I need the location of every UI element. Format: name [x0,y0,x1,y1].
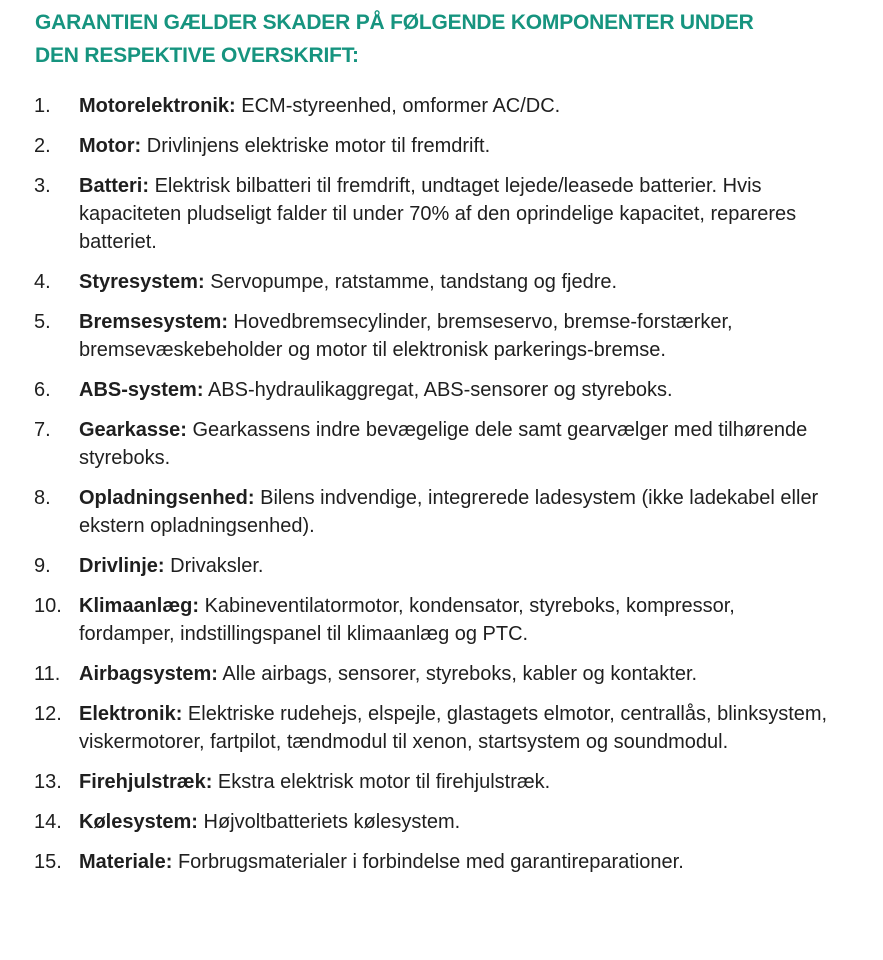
item-text [79,592,834,648]
list-item [34,376,834,404]
item-description: Gearkassens indre bevægelige dele samt gearvælger med tilhørende styreboks. [79,419,808,469]
item-number: 1. [34,95,51,117]
item-description: Drivaksler. [170,555,264,577]
item-text [79,92,834,120]
list-item [34,768,834,796]
item-number: 6. [34,379,51,401]
item-term: Opladningsenhed: [79,487,255,509]
item-text [79,268,834,296]
item-text [79,660,834,688]
item-description: Kabineventilatormotor, kondensator, styreboks, kompressor, fordamper, indstillingspanel til klimaanlæg og PTC. [79,595,735,645]
item-description: Elektrisk bilbatteri til fremdrift, undtaget lejede/leasede batterier. Hvis kapaciteten pludseligt falder til under 70% af den oprindelige kapacitet, repareres batteriet. [79,175,797,253]
item-number: 13. [34,771,62,793]
list-item [34,132,834,160]
item-number: 4. [34,271,51,293]
item-number: 7. [34,419,51,441]
component-list [34,92,834,888]
item-text [79,308,834,364]
list-item [34,484,834,540]
item-description: Forbrugsmaterialer i forbindelse med garantireparationer. [177,851,684,873]
list-item [34,92,834,120]
item-number: 2. [34,135,51,157]
item-text [79,808,834,836]
item-term: Kølesystem: [79,811,198,833]
item-description: ECM-styreenhed, omformer AC/DC. [241,95,561,117]
item-description: Drivlinjens elektriske motor til fremdrift. [146,135,491,157]
list-item [34,552,834,580]
list-item [34,172,834,256]
item-description: Servopumpe, ratstamme, tandstang og fjedre. [210,271,618,293]
list-item [34,308,834,364]
item-number: 12. [34,703,62,725]
heading-line-2: DEN RESPEKTIVE OVERSKRIFT: [35,44,359,67]
item-number: 11. [34,663,61,685]
item-term: Materiale: [79,851,173,873]
item-description: Højvoltbatteriets kølesystem. [203,811,461,833]
item-term: Bremsesystem: [79,311,228,333]
item-description: Alle airbags, sensorer, styreboks, kabler og kontakter. [222,663,698,685]
item-term: Batteri: [79,175,150,197]
item-description: ABS-hydraulikaggregat, ABS-sensorer og styreboks. [207,379,673,401]
list-item [34,592,834,648]
item-term: Firehjulstræk: [79,771,213,793]
item-text [79,132,834,160]
list-item [34,848,834,876]
item-text [79,484,834,540]
item-number: 8. [34,487,51,509]
item-term: Elektronik: [79,703,183,725]
item-text [79,848,834,876]
list-item [34,416,834,472]
list-item [34,268,834,296]
item-term: Drivlinje: [79,555,165,577]
item-text [79,700,834,756]
list-item [34,660,834,688]
item-term: Gearkasse: [79,419,187,441]
item-number: 15. [34,851,62,873]
item-number: 9. [34,555,51,577]
item-number: 3. [34,175,51,197]
item-description: Hovedbremsecylinder, bremseservo, bremse-forstærker, bremsevæskebeholder og motor til elektronisk parkerings-bremse. [79,311,733,361]
item-description: Ekstra elektrisk motor til firehjulstræk. [217,771,551,793]
item-term: Motor: [79,135,142,157]
list-item [34,700,834,756]
item-term: Airbagsystem: [79,663,218,685]
item-term: ABS-system: [79,379,204,401]
list-item [34,808,834,836]
item-description: Elektriske rudehejs, elspejle, glastagets elmotor, centrallås, blinksystem, viskermotorer, fartpilot, tændmodul til xenon, startsystem og soundmodul. [79,703,828,753]
item-text [79,768,834,796]
item-description: Bilens indvendige, integrerede ladesystem (ikke ladekabel eller ekstern opladningsenhed). [79,487,819,537]
item-term: Klimaanlæg: [79,595,200,617]
item-text [79,416,834,472]
page-heading [35,6,835,72]
item-number: 5. [34,311,51,333]
item-text [79,172,834,256]
item-term: Styresystem: [79,271,205,293]
item-term: Motorelektronik: [79,95,236,117]
item-text [79,376,834,404]
item-number: 14. [34,811,62,833]
item-number: 10. [34,595,62,617]
heading-line-1: GARANTIEN GÆLDER SKADER PÅ FØLGENDE KOMPONENTER UNDER [35,11,754,34]
item-text [79,552,834,580]
